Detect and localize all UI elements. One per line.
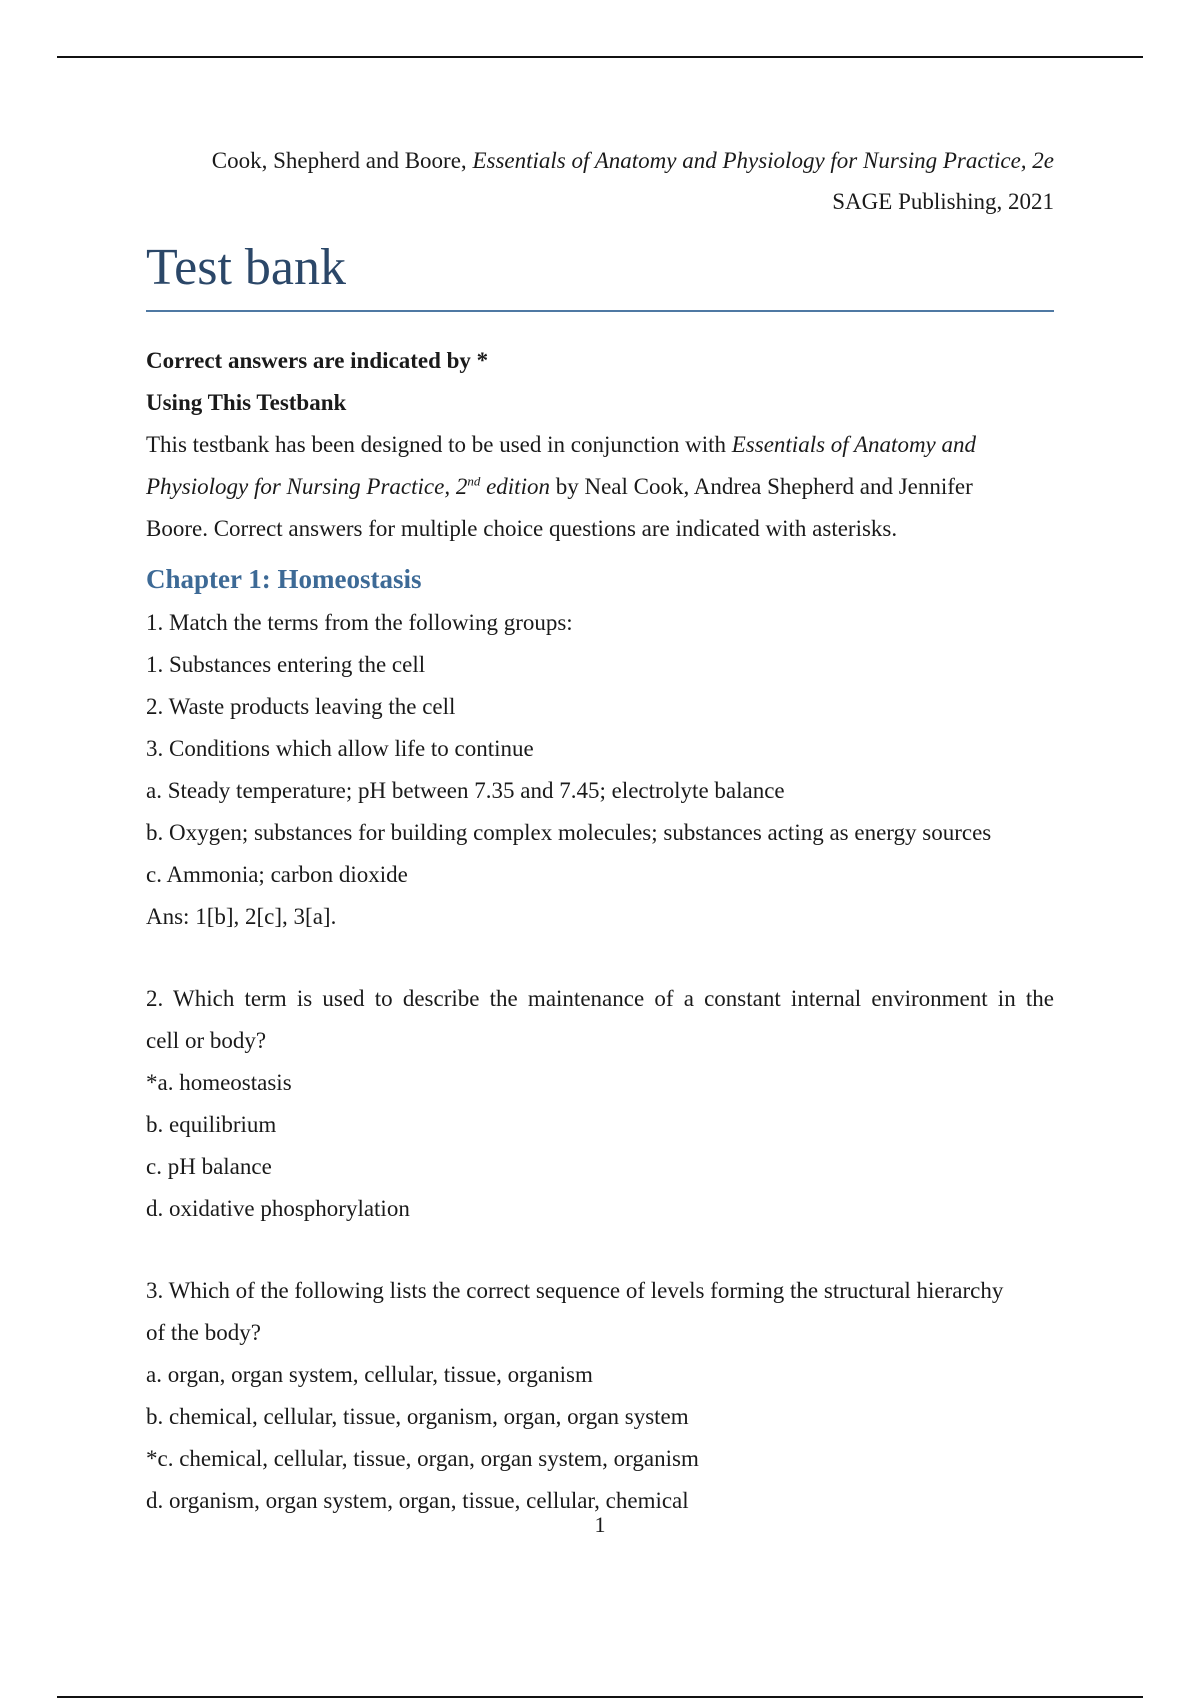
question-1 [146, 602, 1054, 938]
correct-answers-note: Correct answers are indicated by * [146, 348, 489, 373]
q1-item: 2. Waste products leaving the cell [146, 694, 456, 719]
question-3 [146, 1270, 1054, 1522]
bottom-rule [57, 1696, 1143, 1698]
intro-superscript: nd [467, 473, 481, 489]
page-number: 1 [594, 1512, 606, 1537]
intro-text-2: by Neal Cook, Andrea Shepherd and Jennifer [549, 474, 973, 499]
q2-option: d. oxidative phosphorylation [146, 1196, 410, 1221]
intro-book-title-2: Physiology for Nursing Practice, 2 [146, 474, 468, 499]
header-publisher: SAGE Publishing, 2021 [832, 189, 1054, 214]
header-book-title: Essentials of Anatomy and Physiology for Nursing Practice, 2e [472, 148, 1054, 173]
q3-option: b. chemical, cellular, tissue, organism, organ, organ system [146, 1404, 689, 1429]
q1-option: b. Oxygen; substances for building complex molecules; substances acting as energy sources [146, 820, 992, 845]
using-testbank-heading: Using This Testbank [146, 390, 347, 415]
q3-option: *c. chemical, cellular, tissue, organ, organ system, organism [146, 1446, 699, 1471]
question-2 [146, 978, 1054, 1230]
intro-line-1 [146, 424, 1054, 466]
q2-option: b. equilibrium [146, 1112, 277, 1137]
q3-question-line-1: 3. Which of the following lists the correct sequence of levels forming the structural hierarchy [146, 1278, 1004, 1303]
q3-option: d. organism, organ system, organ, tissue, cellular, chemical [146, 1488, 689, 1513]
intro-text-1: This testbank has been designed to be used in conjunction with [146, 432, 732, 457]
q1-option: a. Steady temperature; pH between 7.35 and 7.45; electrolyte balance [146, 778, 785, 803]
q1-question: 1. Match the terms from the following groups: [146, 610, 573, 635]
title-underline [146, 310, 1054, 312]
q1-answer: Ans: 1[b], 2[c], 3[a]. [146, 904, 337, 929]
q2-option: c. pH balance [146, 1154, 272, 1179]
q2-option: *a. homeostasis [146, 1070, 292, 1095]
q3-option: a. organ, organ system, cellular, tissue, organism [146, 1362, 593, 1387]
q3-question-line-2: of the body? [146, 1320, 261, 1345]
intro-line-2 [146, 466, 1054, 508]
q2-question-line-1: 2. Which term is used to describe the maintenance of a constant internal environment in the [146, 986, 1054, 1011]
header-authors: Cook, Shepherd and Boore, [211, 148, 473, 173]
top-rule [57, 56, 1143, 58]
q2-question-line-2: cell or body? [146, 1028, 267, 1053]
spacer [146, 1230, 1054, 1270]
q1-item: 1. Substances entering the cell [146, 652, 426, 677]
page-title: Test bank [146, 239, 346, 296]
intro-paragraph [146, 424, 1054, 550]
intro-line-3: Boore. Correct answers for multiple choice questions are indicated with asterisks. [146, 516, 898, 541]
chapter-heading: Chapter 1: Homeostasis [146, 564, 422, 594]
intro-edition: edition [480, 474, 550, 499]
intro-book-title-1: Essentials of Anatomy and [731, 432, 977, 457]
q1-item: 3. Conditions which allow life to continue [146, 736, 534, 761]
document-page [146, 140, 1054, 1522]
header-citation [146, 140, 1054, 181]
q1-option: c. Ammonia; carbon dioxide [146, 862, 408, 887]
spacer [146, 938, 1054, 978]
